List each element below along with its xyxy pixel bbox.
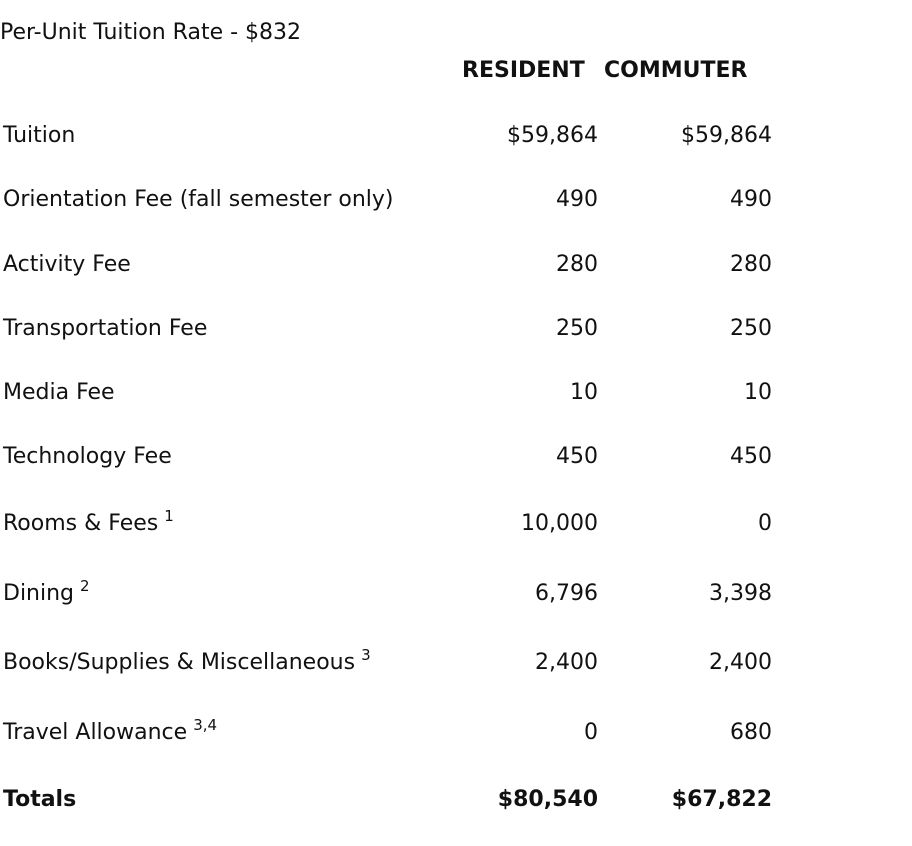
- resident-value: 6,796: [535, 581, 598, 606]
- commuter-value: 280: [730, 252, 772, 277]
- commuter-value: 10: [744, 380, 772, 405]
- table-row-rooms-fees: [0, 507, 912, 545]
- resident-value: 490: [556, 187, 598, 212]
- table-row-dining: [0, 577, 912, 615]
- table-row-technology-fee: [0, 444, 912, 478]
- row-label: Transportation Fee: [3, 316, 208, 341]
- footnote-marker: 3: [361, 646, 371, 664]
- row-label: Rooms & Fees $^1$: [3, 507, 174, 536]
- row-label: Travel Allowance $^{3,4}$: [3, 716, 218, 745]
- page-title: Per-Unit Tuition Rate - $832: [0, 20, 302, 45]
- resident-value: $59,864: [507, 123, 598, 148]
- row-label: Orientation Fee (fall semester only): [3, 187, 394, 212]
- table-row-transportation-fee: [0, 316, 912, 350]
- resident-value: 250: [556, 316, 598, 341]
- commuter-value: 450: [730, 444, 772, 469]
- resident-value: 10,000: [521, 511, 598, 536]
- commuter-total: $67,822: [671, 787, 772, 812]
- commuter-value: 250: [730, 316, 772, 341]
- row-label: Technology Fee: [3, 444, 172, 469]
- column-header-commuter: COMMUTER: [604, 58, 748, 83]
- commuter-value: 490: [730, 187, 772, 212]
- totals-label: Totals: [3, 787, 77, 812]
- table-row-tuition: [0, 123, 912, 157]
- row-label: Books/Supplies & Miscellaneous $^3$: [3, 646, 371, 675]
- footnote-marker: 3,4: [193, 716, 218, 734]
- table-row-travel-allowance: [0, 716, 912, 754]
- table-row-totals: [0, 787, 912, 821]
- table-row-books-supplies: [0, 646, 912, 684]
- row-label: Dining $^2$: [3, 577, 90, 606]
- footnote-marker: 2: [80, 577, 90, 595]
- resident-value: 2,400: [535, 650, 598, 675]
- resident-total: $80,540: [497, 787, 598, 812]
- table-row-media-fee: [0, 380, 912, 414]
- row-label: Activity Fee: [3, 252, 131, 277]
- resident-value: 0: [584, 720, 598, 745]
- resident-value: 280: [556, 252, 598, 277]
- commuter-value: 3,398: [709, 581, 772, 606]
- commuter-value: $59,864: [681, 123, 772, 148]
- footnote-marker: 1: [164, 507, 174, 525]
- commuter-value: 0: [758, 511, 772, 536]
- table-row-orientation-fee: [0, 187, 912, 221]
- row-label: Media Fee: [3, 380, 115, 405]
- commuter-value: 680: [730, 720, 772, 745]
- row-label: Tuition: [3, 123, 76, 148]
- commuter-value: 2,400: [709, 650, 772, 675]
- table-row-activity-fee: [0, 252, 912, 286]
- resident-value: 10: [570, 380, 598, 405]
- column-header-resident: RESIDENT: [462, 58, 585, 83]
- resident-value: 450: [556, 444, 598, 469]
